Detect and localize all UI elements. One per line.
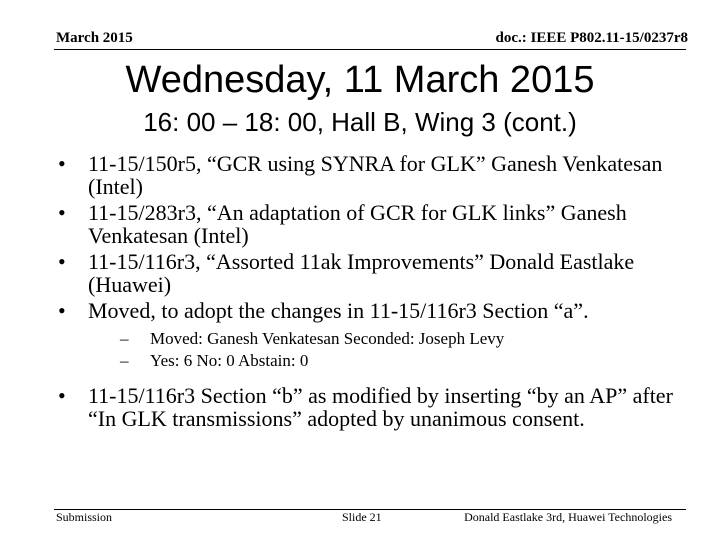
bullet-item (58, 250, 678, 296)
bullet-marker: • (58, 298, 66, 323)
bullet-marker: • (58, 249, 66, 274)
bullet-item (58, 201, 678, 247)
sub-bullet-text: Yes: 6 No: 0 Abstain: 0 (150, 351, 309, 370)
slide-title: Wednesday, 11 March 2015 (125, 59, 595, 101)
footer-submission: Submission (56, 510, 113, 524)
sub-bullet-item (120, 328, 678, 350)
header-doc-id: doc.: IEEE P802.11-15/0237r8 (495, 30, 688, 46)
bullet-text: 11-15/283r3, “An adaptation of GCR for GLK links” Ganesh Venkatesan (Intel) (88, 200, 627, 248)
bullet-marker: • (58, 151, 66, 176)
bullet-list (58, 152, 678, 433)
footer-slide-number: Slide 21 (342, 510, 382, 524)
bullet-marker: • (58, 383, 66, 408)
bullet-text: 11-15/116r3, “Assorted 11ak Improvements” Donald Eastlake (Huawei) (88, 249, 635, 297)
header-divider (54, 49, 686, 50)
bullet-text: 11-15/150r5, “GCR using SYNRA for GLK” Ganesh Venkatesan (Intel) (88, 151, 663, 199)
bullet-text: Moved, to adopt the changes in 11-15/116r3 Section “a”. (88, 298, 589, 323)
sub-bullet-item (120, 350, 678, 372)
sub-bullet-list (88, 328, 678, 372)
bullet-item (58, 384, 678, 430)
dash-marker: – (120, 329, 129, 348)
bullet-item (58, 152, 678, 198)
slide-subtitle: 16: 00 – 18: 00, Hall B, Wing 3 (cont.) (143, 107, 577, 137)
bullet-item (58, 299, 678, 372)
sub-bullet-text: Moved: Ganesh Venkatesan Seconded: Joseph Levy (150, 329, 505, 348)
dash-marker: – (120, 351, 129, 370)
bullet-marker: • (58, 200, 66, 225)
bullet-text: 11-15/116r3 Section “b” as modified by inserting “by an AP” after “In GLK transmissions” adopted by unanimous consent. (88, 383, 673, 431)
footer-author: Donald Eastlake 3rd, Huawei Technologies (464, 510, 672, 524)
header-date: March 2015 (56, 30, 133, 46)
